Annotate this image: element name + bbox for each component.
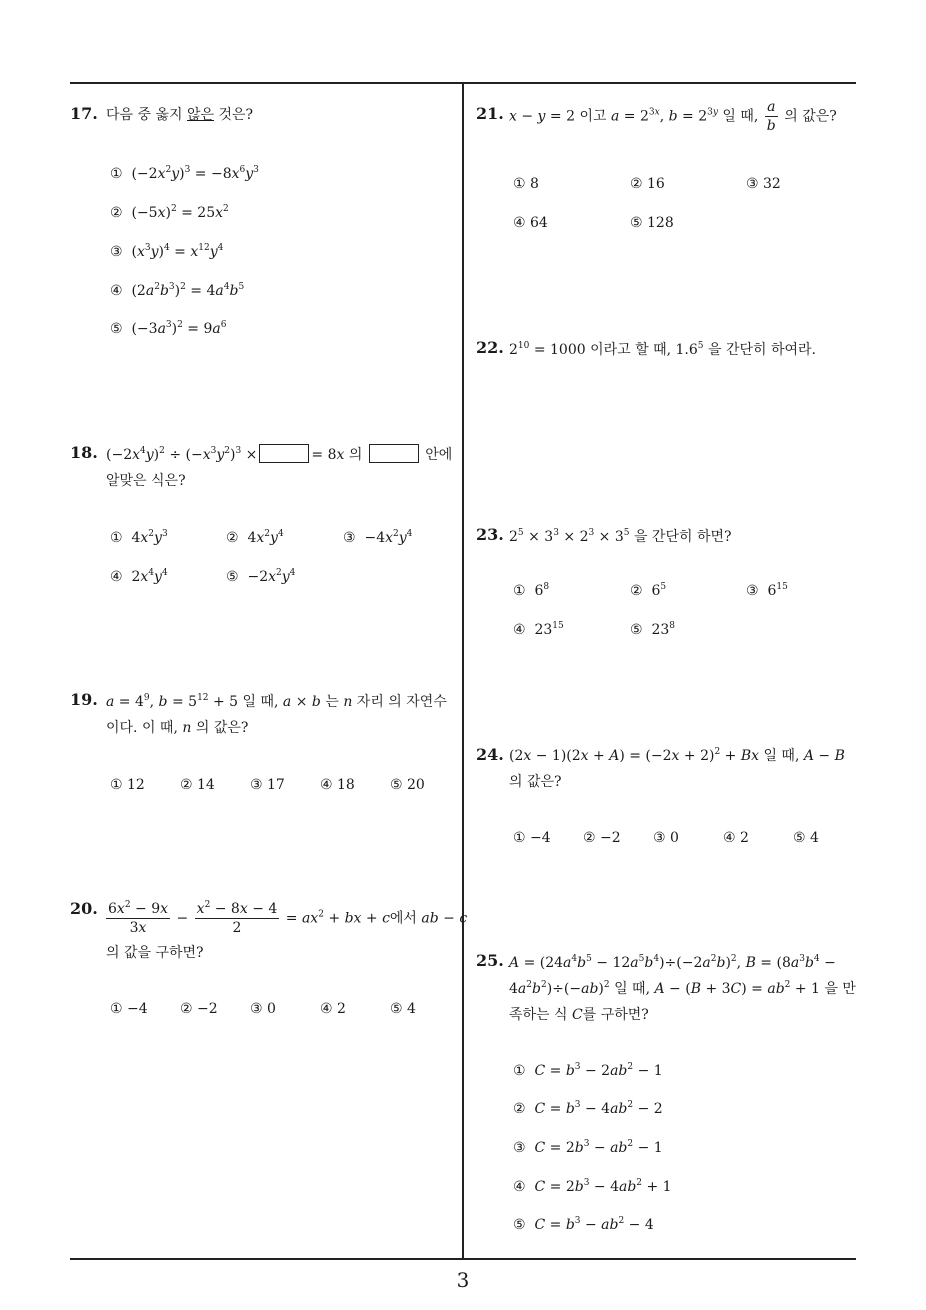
option-2[interactable]: ② $6^5$ — [630, 582, 667, 599]
option-4[interactable]: ④ $C = 2b^3 - 4ab^2 + 1$ — [513, 1178, 672, 1195]
option-1[interactable]: ① −4 — [513, 830, 551, 846]
question-stem: 다음 중 옳지 않은 것은? — [106, 107, 254, 123]
option-3[interactable]: ③ 17 — [250, 777, 285, 793]
option-3[interactable]: ③ $(x^3y)^4 = x^{12}y^4$ — [110, 243, 224, 260]
question-number: 19. — [70, 690, 98, 709]
question-number: 17. — [70, 104, 98, 123]
option-3[interactable]: ③ $C = 2b^3 - ab^2 - 1$ — [513, 1139, 663, 1156]
question-stem-line2: 의 값을 구하면? — [106, 945, 204, 961]
question-number: 24. — [476, 745, 504, 764]
page-number: 3 — [456, 1268, 470, 1292]
option-5[interactable]: ⑤ $(-3a^3)^2 = 9a^6$ — [110, 320, 227, 337]
option-2[interactable]: ② −2 — [583, 830, 621, 846]
question-stem: $2^5 \times 3^3 \times 2^3 \times 3^5$ 을 간단히 하면? — [509, 528, 732, 545]
question-stem: $(2x - 1)(2x + A) = (-2x + 2)^2 + Bx$ 일 때, A − B — [509, 747, 845, 764]
option-2[interactable]: ② −2 — [180, 1001, 218, 1017]
question-stem-line2: 이다. 이 때, n 의 값은? — [106, 720, 249, 736]
question-number: 18. — [70, 443, 98, 462]
option-1[interactable]: ① $6^8$ — [513, 582, 550, 599]
question-number: 25. — [476, 951, 504, 970]
option-1[interactable]: ① $C = b^3 - 2ab^2 - 1$ — [513, 1062, 663, 1079]
fraction: $\frac{6x^2 - 9x}{3x}$ — [108, 900, 169, 936]
option-2[interactable]: ② $C = b^3 - 4ab^2 - 2$ — [513, 1100, 663, 1117]
option-5[interactable]: ⑤ $-2x^2y^4$ — [226, 568, 296, 585]
question-stem-line3: 족하는 식 C를 구하면? — [509, 1007, 649, 1023]
option-4[interactable]: ④ 2 — [723, 830, 749, 846]
option-4[interactable]: ④ 2 — [320, 1001, 346, 1017]
option-4[interactable]: ④ $(2a^2b^3)^2 = 4a^4b^5$ — [110, 282, 245, 299]
emphasis-underline: 않은 — [186, 107, 215, 123]
column-divider — [462, 82, 464, 1259]
option-2[interactable]: ② 16 — [630, 176, 665, 192]
option-4[interactable]: ④ 64 — [513, 215, 548, 231]
answer-blank — [259, 444, 309, 463]
question-stem: $(-2x^4y)^2 \div (-x^3y^2)^3$ × = 8x 의 안에 — [106, 446, 453, 463]
option-1[interactable]: ① $4x^2y^3$ — [110, 529, 168, 546]
answer-blank — [369, 444, 419, 463]
option-3[interactable]: ③ 0 — [653, 830, 679, 846]
option-1[interactable]: ① −4 — [110, 1001, 148, 1017]
option-5[interactable]: ⑤ 20 — [390, 777, 425, 793]
option-2[interactable]: ② 14 — [180, 777, 215, 793]
question-stem: $\frac{6x^2 - 9x}{3x}$ − $\frac{x^2 - 8x - 4}{2}$ = $ax^2$ + bx + c에서 ab − c — [108, 900, 468, 936]
option-5[interactable]: ⑤ 4 — [390, 1001, 416, 1017]
option-1[interactable]: ① 8 — [513, 176, 539, 192]
option-4[interactable]: ④ $2x^4y^4$ — [110, 568, 168, 585]
option-1[interactable]: ① 12 — [110, 777, 145, 793]
fraction: $\frac{a}{b}$ — [766, 99, 776, 134]
option-5[interactable]: ⑤ $23^8$ — [630, 621, 676, 638]
option-3[interactable]: ③ $6^{15}$ — [746, 582, 788, 599]
option-2[interactable]: ② $(-5x)^2 = 25x^2$ — [110, 204, 229, 221]
question-number: 21. — [476, 104, 504, 123]
option-2[interactable]: ② $4x^2y^4$ — [226, 529, 284, 546]
fraction: $\frac{x^2 - 8x - 4}{2}$ — [196, 900, 278, 936]
option-5[interactable]: ⑤ $C = b^3 - ab^2 - 4$ — [513, 1216, 654, 1233]
question-stem: x − y = 2 이고 $a = 2^{3x}$, $b = 2^{3y}$ 일 때, $\frac{a}{b}$ 의 값은? — [509, 99, 837, 134]
question-stem-line2: 의 값은? — [509, 774, 562, 790]
option-5[interactable]: ⑤ 128 — [630, 215, 674, 231]
question-stem: $A = (24a^4b^5 - 12a^5b^4)\div(-2a^2b)^2$, $B = (8a^3b^4$ − — [509, 954, 836, 971]
option-5[interactable]: ⑤ 4 — [793, 830, 819, 846]
question-stem: $2^{10} = 1000$ 이라고 할 때, $1.6^5$ 을 간단히 하여라. — [509, 341, 816, 358]
option-1[interactable]: ① $(-2x^2y)^3 = -8x^6y^3$ — [110, 165, 259, 182]
option-4[interactable]: ④ $23^{15}$ — [513, 621, 564, 638]
option-3[interactable]: ③ 0 — [250, 1001, 276, 1017]
option-3[interactable]: ③ 32 — [746, 176, 781, 192]
question-stem-line2: 알맞은 식은? — [106, 473, 186, 489]
question-number: 23. — [476, 525, 504, 544]
question-stem-line2: $4a^2b^2)\div(-ab)^2$ 일 때, $A - (B + 3C) = ab^2 + 1$ 을 만 — [509, 980, 856, 997]
question-number: 20. — [70, 899, 98, 918]
option-4[interactable]: ④ 18 — [320, 777, 355, 793]
question-stem: $a = 4^9$, $b = 5^{12} + 5$ 일 때, a × b 는 n 자리 의 자연수 — [106, 693, 447, 710]
option-3[interactable]: ③ $-4x^2y^4$ — [343, 529, 413, 546]
question-number: 22. — [476, 338, 504, 357]
